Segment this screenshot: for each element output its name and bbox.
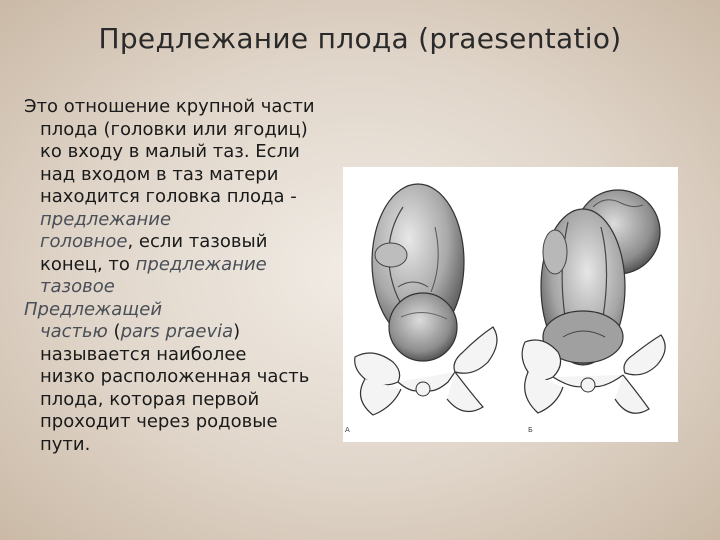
fetal-presentation-illustration	[343, 167, 678, 442]
paragraph-definition: Это отношение крупной части плода (головки или ягодиц) ко входу в малый таз. Если над входом в таз матери находится головка плода - предлежание головное, если тазовый конец, то предлежание тазовое	[24, 96, 315, 297]
body-text	[24, 96, 364, 456]
term-chastyu: частью	[40, 321, 108, 342]
term-pars-praevia: pars praevia	[120, 321, 234, 342]
term-tazovoe: тазовое	[40, 276, 115, 297]
slide-title: Предлежание плода (praesentatio)	[98, 22, 622, 55]
term-predlezhanie: предлежание	[40, 208, 172, 230]
paragraph-presenting-part: Предлежащей частью (pars praevia) называется наиболее низко расположенная часть плода, которая первой проходит через родовые пути.	[24, 298, 310, 455]
fetus-cephalic	[372, 184, 464, 361]
label-b: Б	[528, 426, 533, 434]
fetus-breech	[541, 190, 660, 365]
label-a: А	[345, 426, 350, 434]
term-golovnoe: головное	[40, 231, 128, 252]
term-predlezhashchey: Предлежащей	[24, 298, 163, 320]
term-predlezhanie-2: предлежание	[135, 253, 267, 275]
